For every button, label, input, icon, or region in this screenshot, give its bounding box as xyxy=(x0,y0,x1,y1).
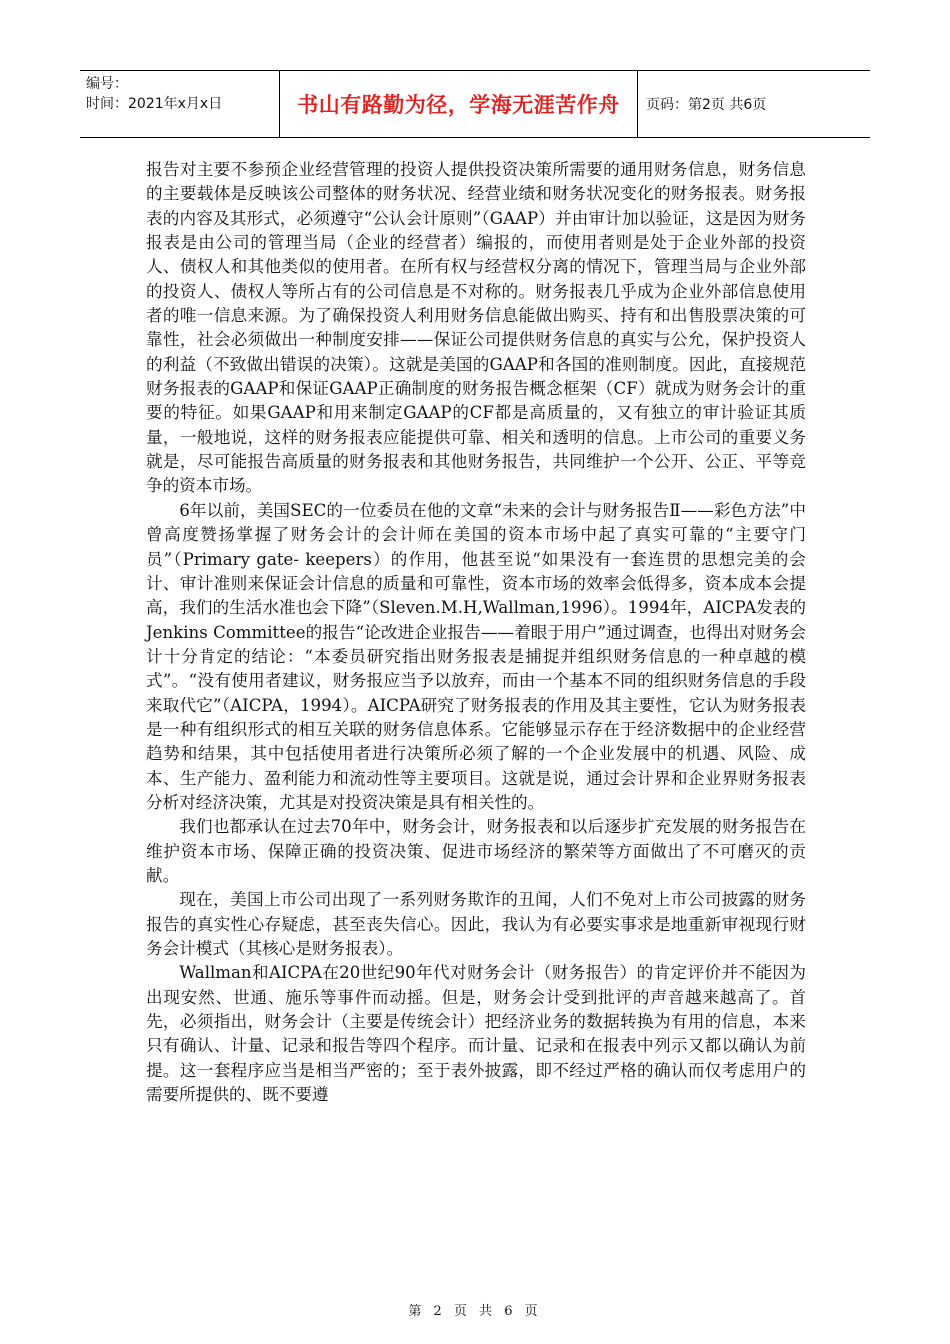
page-header xyxy=(80,70,870,138)
header-page-info: 页码：第2页 共6页 xyxy=(646,97,767,113)
paragraph: 现在，美国上市公司出现了一系列财务欺诈的丑闻，人们不免对上市公司披露的财务报告的真实性心存疑虑，甚至丧失信心。因此，我认为有必要实事求是地重新审视现行财务会计模式（其核心是财务报表）。 xyxy=(146,890,806,958)
paragraph: 报告对主要不参预企业经营管理的投资人提供投资决策所需要的通用财务信息，财务信息的主要载体是反映该公司整体的财务状况、经营业绩和财务状况变化的财务报表。财务报表的内容及其形式，必须遵守“公认会计原则”（GAAP）并由审计加以验证，这是因为财务报表是由公司的管理当局（企业的经营者）编报的，而使用者则是处于企业外部的投资人、债权人和其他类似的使用者。在所有权与经营权分离的情况下，管理当局与企业外部的投资人、债权人等所占有的公司信息是不对称的。财务报表几乎成为企业外部信息使用者的唯一信息来源。为了确保投资人利用财务信息能做出购买、持有和出售股票决策的可靠性，社会必须做出一种制度安排——保证公司提供财务信息的真实与公允，保护投资人的利益（不致做出错误的决策）。这就是美国的GAAP和各国的准则制度。因此，直接规范财务报表的GAAP和保证GAAP正确制度的财务报告概念框架（CF）就成为财务会计的重要的特征。如果GAAP和用来制定GAAP的CF都是高质量的，又有独立的审计验证其质量，一般地说，这样的财务报表应能提供可靠、相关和透明的信息。上市公司的重要义务就是，尽可能报告高质量的财务报表和其他财务报告，共同维护一个公开、公正、平等竞争的资本市场。 xyxy=(146,160,806,496)
header-meta-cell xyxy=(80,71,280,137)
header-page-cell xyxy=(638,71,870,137)
document-time-label: 时间：2021年x月x日 xyxy=(86,96,223,112)
paragraph: Wallman和AICPA在20世纪90年代对财务会计（财务报告）的肯定评价并不能因为出现安然、世通、施乐等事件而动摇。但是，财务会计受到批评的声音越来越高了。首先，必须指出，财务会计（主要是传统会计）把经济业务的数据转换为有用的信息，本来只有确认、计量、记录和报告等四个程序。而计量、记录和在报表中列示又都以确认为前提。这一套程序应当是相当严密的；至于表外披露，即不经过严格的确认而仅考虑用户的需要所提供的、既不要遵 xyxy=(146,963,806,1105)
paragraph: 我们也都承认在过去70年中，财务会计，财务报表和以后逐步扩充发展的财务报告在维护资本市场、保障正确的投资决策、促进市场经济的繁荣等方面做出了不可磨灭的贡献。 xyxy=(146,817,806,885)
document-body xyxy=(146,158,806,1107)
paragraph: 6年以前，美国SEC的一位委员在他的文章“未来的会计与财务报告Ⅱ——彩色方法”中曾高度赞扬掌握了财务会计的会计师在美国的资本市场中起了真实可靠的“主要守门员”（Primary gate- keepers）的作用，他甚至说“如果没有一套连贯的思想完美的会计、审计准则来保证会计信息的质量和可靠性，资本市场的效率会低得多，资本成本会提高，我们的生活水准也会下降”（Sleven.M.H,Wallman,1996）。1994年，AICPA发表的Jenkins Committee的报告“论改进企业报告——着眼于用户”通过调查，也得出对财务会计十分肯定的结论：“本委员研究指出财务报表是捕捉并组织财务信息的一种卓越的模式”。“没有使用者建议，财务报应当予以放弃，而由一个基本不同的组织财务信息的手段来取代它”（AICPA，1994）。AICPA研究了财务报表的作用及其主要性，它认为财务报表是一种有组织形式的相互关联的财务信息体系。它能够显示存在于经济数据中的企业经营趋势和结果，其中包括使用者进行决策所必须了解的一个企业发展中的机遇、风险、成本、生产能力、盈利能力和流动性等主要项目。这就是说，通过会计界和企业界财务报表分析对经济决策，尤其是对投资决策是具有相关性的。 xyxy=(146,500,806,812)
page-footer: 第 2 页 共 6 页 xyxy=(408,1304,542,1319)
header-motto: 书山有路勤为径，学海无涯苦作舟 xyxy=(297,93,620,117)
document-number-label: 编号： xyxy=(86,76,128,92)
header-motto-cell xyxy=(280,71,638,137)
